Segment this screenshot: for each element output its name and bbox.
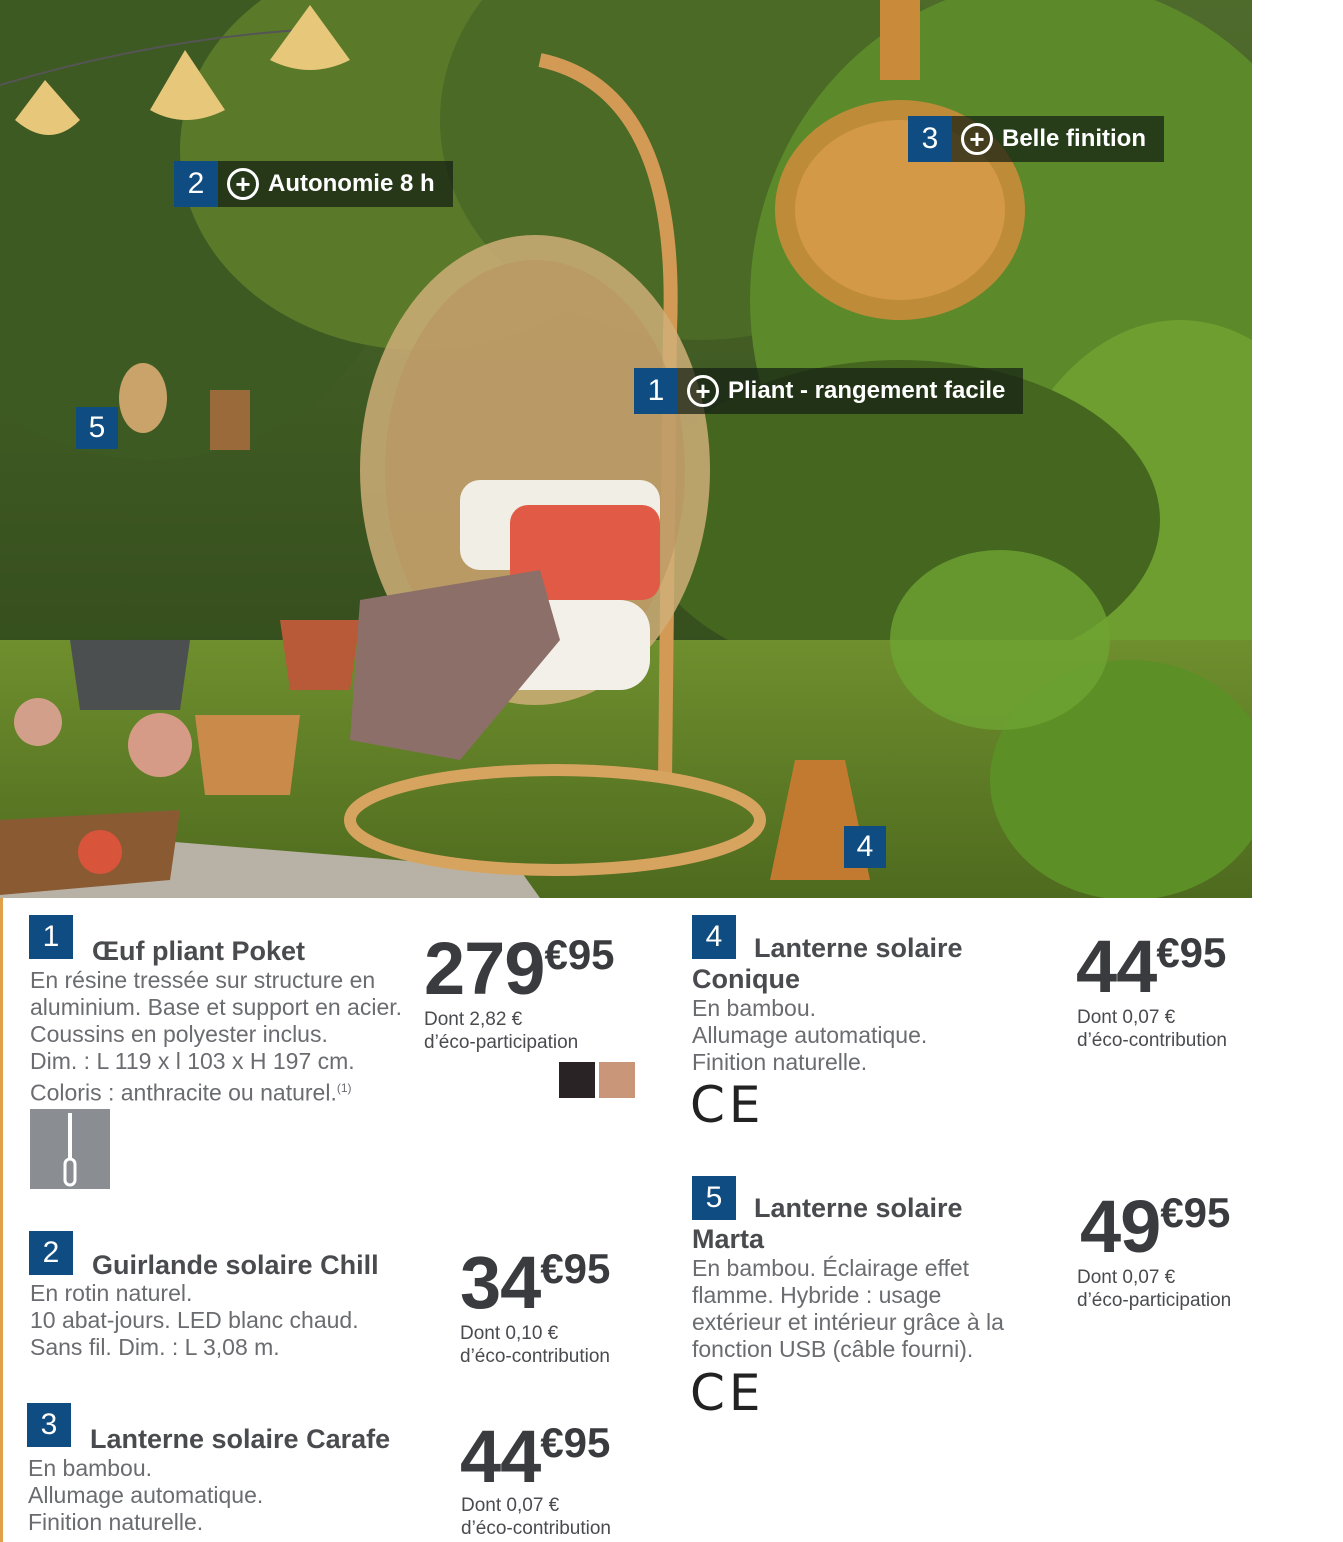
eco-label: d’éco-contribution	[461, 1518, 611, 1539]
desc-line: Allumage automatique.	[692, 1022, 928, 1048]
plus-circle-icon: +	[687, 375, 719, 407]
product-number-badge: 1	[29, 915, 73, 959]
callout-number: 2	[174, 161, 218, 207]
callout-label: Belle finition	[1002, 125, 1146, 152]
price-cents: €95	[1156, 929, 1227, 976]
product-name-line2: Marta	[692, 1224, 765, 1254]
eco-fee	[1077, 1266, 1231, 1312]
price-cents: €95	[540, 1419, 611, 1466]
product-price	[424, 927, 615, 1010]
eco-fee	[424, 1008, 578, 1054]
desc-line: aluminium. Base et support en acier.	[30, 994, 403, 1020]
product-description	[692, 1255, 1004, 1363]
plus-circle-icon: +	[961, 123, 993, 155]
desc-line: En bambou. Éclairage effet	[692, 1255, 970, 1281]
desc-line: Sans fil. Dim. : L 3,08 m.	[30, 1334, 280, 1360]
product-name: Œuf pliant Poket	[92, 936, 306, 966]
callout-number: 1	[634, 368, 678, 414]
price-main: 44	[460, 1415, 541, 1498]
eco-fee	[1077, 1006, 1227, 1052]
product-price	[460, 1415, 611, 1498]
eco-fee	[460, 1322, 610, 1368]
eco-amount: Dont 2,82 €	[424, 1009, 523, 1030]
product-name-line1: Lanterne solaire	[754, 933, 963, 963]
product-number-badge: 3	[27, 1403, 71, 1447]
eco-amount: Dont 0,07 €	[1077, 1007, 1176, 1028]
desc-line: En bambou.	[28, 1455, 153, 1481]
desc-line: Finition naturelle.	[692, 1049, 868, 1075]
product-description	[30, 1280, 359, 1361]
product-name: Guirlande solaire Chill	[92, 1250, 379, 1280]
eco-label: d’éco-participation	[424, 1032, 579, 1053]
eco-label: d’éco-contribution	[460, 1346, 610, 1367]
price-main: 34	[460, 1241, 541, 1324]
product-name-line1: Lanterne solaire	[754, 1193, 963, 1223]
desc-line: En bambou.	[692, 995, 817, 1021]
plus-circle-icon: +	[227, 168, 259, 200]
callout-folding	[634, 368, 1023, 414]
desc-line: Allumage automatique.	[28, 1482, 264, 1508]
product-price	[1080, 1185, 1231, 1268]
product-description	[28, 1455, 263, 1536]
price-main: 44	[1076, 925, 1157, 1008]
callout-label: Autonomie 8 h	[268, 170, 435, 197]
footnote-ref: (1)	[336, 1081, 352, 1095]
eco-label: d’éco-participation	[1077, 1290, 1232, 1311]
price-main: 49	[1080, 1185, 1161, 1268]
desc-line: Dim. : L 119 x l 103 x H 197 cm.	[30, 1048, 355, 1074]
product-name: Lanterne solaire Carafe	[90, 1424, 391, 1454]
price-cents: €95	[544, 931, 615, 978]
callout-label: Pliant - rangement facile	[728, 377, 1006, 404]
marker-5: 5	[76, 407, 118, 449]
product-number-badge: 2	[29, 1231, 73, 1275]
product-name-line2: Conique	[692, 964, 800, 994]
product-price	[1076, 925, 1227, 1008]
callout-autonomy	[174, 161, 453, 207]
desc-line: 10 abat-jours. LED blanc chaud.	[30, 1307, 359, 1333]
eco-amount: Dont 0,07 €	[461, 1495, 560, 1516]
color-swatch-anthracite	[559, 1062, 595, 1098]
callout-number: 3	[908, 116, 952, 162]
desc-line: fonction USB (câble fourni).	[692, 1336, 974, 1362]
product-description	[692, 995, 927, 1076]
price-cents: €95	[1160, 1189, 1231, 1236]
color-swatch-naturel	[599, 1062, 635, 1098]
desc-line: flamme. Hybride : usage	[692, 1282, 942, 1308]
desc-line: Finition naturelle.	[28, 1509, 204, 1535]
product-price	[460, 1241, 611, 1324]
price-main: 279	[424, 927, 545, 1010]
price-cents: €95	[540, 1245, 611, 1292]
callout-finish	[908, 116, 1164, 162]
marker-4: 4	[844, 826, 886, 868]
desc-line: En rotin naturel.	[30, 1280, 193, 1306]
hanging-hook-icon	[30, 1109, 110, 1189]
ce-mark-icon: CE	[690, 1364, 765, 1422]
ce-mark-icon: CE	[690, 1076, 765, 1134]
desc-line: extérieur et intérieur grâce à la	[692, 1309, 1004, 1335]
eco-label: d’éco-contribution	[1077, 1030, 1227, 1051]
desc-line: En résine tressée sur structure en	[30, 967, 376, 993]
eco-fee	[461, 1494, 611, 1540]
product-description	[30, 967, 402, 1107]
desc-line: Coussins en polyester inclus.	[30, 1021, 328, 1047]
eco-amount: Dont 0,07 €	[1077, 1267, 1176, 1288]
product-number-badge: 4	[692, 915, 736, 959]
eco-amount: Dont 0,10 €	[460, 1323, 559, 1344]
desc-line: Coloris : anthracite ou naturel.$^{(1)}$	[30, 1079, 352, 1106]
accent-bar	[0, 898, 3, 1542]
product-number-badge: 5	[692, 1176, 736, 1220]
